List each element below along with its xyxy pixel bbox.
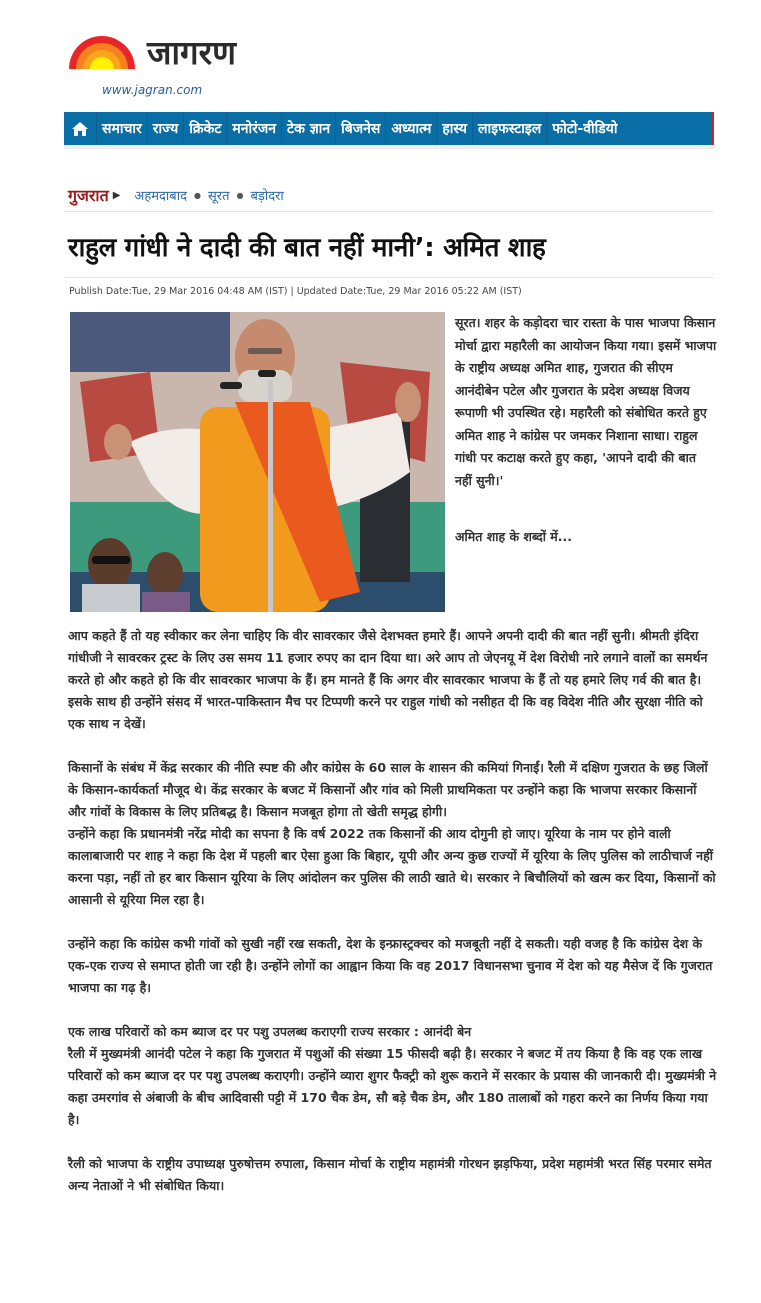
article-photo [70,312,445,612]
speaker-photo-illustration [70,312,445,612]
breadcrumb-city-ahmedabad[interactable]: अहमदाबाद [134,189,187,204]
bullet-icon: ● [236,190,244,200]
nav-item-humor[interactable]: हास्य [437,112,473,145]
divider [64,277,714,278]
body-paragraph: किसानों के संबंध में केंद्र सरकार की नीति स्पष्ट की और कांग्रेस के 60 साल के शासन की कमियां गिनाईं। रैली में दक्षिण गुजरात के छह जिलों के किसान-कार्यकर्ता मौजूद थे। केंद्र सरकार के बजट में किसानों और गांव को मिली प्राथमिकता पर उन्होंने कहा कि भाजपा सरकार किसानों और गांवों के विकास के लिए प्रतिबद्ध है। किसान मजबूत होगा तो खेती समृद्ध होगी। [68,760,708,819]
body-paragraph: उन्होंने कहा कि कांग्रेस कभी गांवों को सुखी नहीं रख सकती, देश के इन्फ्रास्ट्रक्चर को मजबूती नहीं दे सकती। यही वजह है कि कांग्रेस देश के एक-एक राज्य से समाप्त होती जा रही है। उन्होंने लोगों का आह्वान किया कि वह 2017 विधानसभा चुनाव में देश को यह मैसेज दें कि गुजरात भाजपा का गढ़ है। [68,936,713,995]
nav-item-spirituality[interactable]: अध्यात्म [386,112,437,145]
site-url[interactable]: www.jagran.com [102,83,203,97]
intro-paragraph: सूरत। शहर के कड़ोदरा चार रास्ता के पास भाजपा किसान मोर्चा द्वारा महारैली का आयोजन किया गया। इसमें भाजपा के राष्ट्रीय अध्यक्ष अमित शाह, गुजरात की सीएम आनंदीबेन पटेल और गुजरात के प्रदेश अध्यक्ष विजय रूपाणी भी उपस्थित रहे। महारैली को संबोधित करते हुए अमित शाह ने कांग्रेस पर जमकर निशाना साधा। राहुल गांधी पर कटाक्ष करते हुए कहा, 'आपने दादी की बात नहीं सुनी।' [455,315,717,488]
article-intro [455,312,717,549]
bullet-icon: ● [193,190,201,200]
nav-underbar [64,145,714,149]
article-body [68,625,718,1219]
rising-sun-logo-icon [67,33,137,69]
nav-item-photo-video[interactable]: फोटो-वीडियो [552,121,618,137]
nav-item-business[interactable]: बिजनेस [336,112,386,145]
body-subheading: एक लाख परिवारों को कम ब्याज दर पर पशु उपलब्ध कराएगी राज्य सरकार : आनंदी बेन [68,1024,472,1039]
jagran-logo[interactable] [67,33,237,73]
logo-text: जागरण [147,33,236,72]
nav-item-entertainment[interactable]: मनोरंजन [227,112,282,145]
nav-home[interactable] [64,112,97,145]
nav-item-cricket[interactable]: क्रिकेट [184,112,227,145]
breadcrumb-city-vadodara[interactable]: बड़ोदरा [250,189,284,204]
body-paragraph: रैली को भाजपा के राष्ट्रीय उपाध्यक्ष पुरुषोत्तम रुपाला, किसान मोर्चा के राष्ट्रीय महामंत्री गोरधन झड़फिया, प्रदेश महामंत्री भरत सिंह परमार समेत अन्य नेताओं ने भी संबोधित किया। [68,1156,712,1193]
nav-item-states[interactable]: राज्य [148,112,184,145]
body-paragraph: आप कहते हैं तो यह स्वीकार कर लेना चाहिए कि वीर सावरकार जैसे देशभक्त हमारे हैं। आपने अपनी दादी की बात नहीं सुनी। श्रीमती इंदिरा गांधीजी ने सावरकर ट्रस्ट के लिए उस समय 11 हजार रुपए का दान दिया था। अरे आप तो जेएनयू में देश विरोधी नारे लगाने वालों का समर्थन करते हो और कहते हो कि वीर सावरकार भाजपा के हैं। हम मानते हैं कि अगर वीर सावरकार भाजपा के हैं तो यह हमारे लिए गर्व की बात है। इसके साथ ही उन्होंने संसद में भारत-पाकिस्तान मैच पर टिप्पणी करने पर राहुल गांधी को नसीहत दी कि वह विदेश नीति और सुरक्षा नीति को एक साथ न देखें। [68,628,708,731]
divider [64,211,714,212]
caret-right-icon: ▶ [112,189,121,201]
article-headline: राहुल गांधी ने दादी की बात नहीं मानी’: अमित शाह [68,233,546,263]
breadcrumb-state[interactable]: गुजरात [68,186,109,205]
body-paragraph: उन्होंने कहा कि प्रधानमंत्री नरेंद्र मोदी का सपना है कि वर्ष 2022 तक किसानों की आय दोगुनी हो जाए। यूरिया के नाम पर होने वाली कालाबाजारी पर शाह ने कहा कि देश में पहली बार ऐसा हुआ कि बिहार, यूपी और अन्य कुछ राज्यों में यूरिया के लिए पुलिस को लाठीचार्ज नहीं करना पड़ा, नहीं तो हर बार किसान यूरिया के लिए आंदोलन कर पुलिस की लाठी खाते थे। सरकार ने बिचौलियों को खत्म कर दिया, किसानों को आसानी से यूरिया मिल रहा है। [68,826,716,907]
breadcrumb [68,184,284,206]
nav-item-news[interactable]: समाचार [97,112,148,145]
publish-dates: Publish Date:Tue, 29 Mar 2016 04:48 AM (IST) | Updated Date:Tue, 29 Mar 2016 05:22 AM (IST) [69,286,522,297]
nav-item-tech[interactable]: टेक ज्ञान [282,112,336,145]
main-nav [64,112,714,145]
article-subheading: अमित शाह के शब्दों में... [455,529,573,544]
body-paragraph: रैली में मुख्यमंत्री आनंदी पटेल ने कहा कि गुजरात में पशुओं की संख्या 15 फीसदी बढ़ी है। सरकार ने बजट में तय किया है कि वह एक लाख परिवारों को कम ब्याज दर पर पशु उपलब्ध कराएगी। उन्होंने व्यारा शुगर फैक्ट्री को शुरू कराने में सरकार के प्रयास की जानकारी दी। मुख्यमंत्री ने कहा उमरगांव से अंबाजी के बीच आदिवासी पट्टी में 170 चैक डेम, सौ बड़े चैक डेम, और 180 तालाबों को गहरा करने का निर्णय किया गया है। [68,1046,717,1127]
home-icon [71,121,89,137]
nav-item-lifestyle[interactable]: लाइफस्टाइल [473,112,547,145]
breadcrumb-city-surat[interactable]: सूरत [207,189,230,204]
